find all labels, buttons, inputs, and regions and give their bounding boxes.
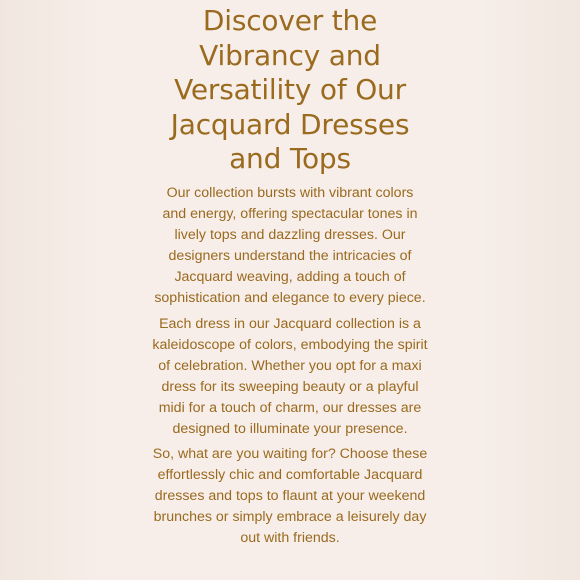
paragraph-line: of celebration. Whether you opt for a maxi — [158, 357, 422, 374]
paragraph-line: Our collection bursts with vibrant colors — [166, 184, 414, 201]
paragraph-line: effortlessly chic and comfortable Jacquard — [157, 466, 423, 483]
intro-paragraph — [104, 183, 476, 309]
paragraph-line: So, what are you waiting for? Choose these — [152, 445, 428, 462]
title-line: Versatility of Our — [174, 73, 406, 106]
title-line: Vibrancy and — [199, 38, 381, 72]
paragraph-line: midi for a touch of charm, our dresses are — [158, 399, 422, 416]
title-line: Jacquard Dresses — [170, 107, 410, 141]
paragraph-line: lively tops and dazzling dresses. Our — [174, 226, 406, 243]
paragraph-line: kaleidoscope of colors, embodying the spirit — [152, 336, 428, 353]
paragraph-line: dress for its sweeping beauty or a playful — [161, 378, 419, 395]
page-title — [104, 4, 476, 177]
title-line: and Tops — [229, 142, 351, 175]
collection-paragraph — [104, 314, 476, 440]
paragraph-line: Each dress in our Jacquard collection is a — [159, 315, 421, 332]
paragraph-line: designed to illuminate your presence. — [172, 420, 408, 437]
paragraph-line: out with friends. — [240, 529, 340, 546]
closing-paragraph — [104, 444, 476, 549]
paragraph-line: designers understand the intricacies of — [168, 247, 412, 264]
paragraph-line: sophistication and elegance to every piece. — [154, 289, 426, 306]
paragraph-line: Jacquard weaving, adding a touch of — [174, 268, 406, 285]
paragraph-line: dresses and tops to flaunt at your weekend — [154, 487, 426, 504]
paragraph-line: and energy, offering spectacular tones in — [162, 205, 418, 222]
content-column — [104, 0, 476, 549]
title-line: Discover the — [202, 4, 378, 37]
paragraph-line: brunches or simply embrace a leisurely day — [153, 508, 427, 525]
